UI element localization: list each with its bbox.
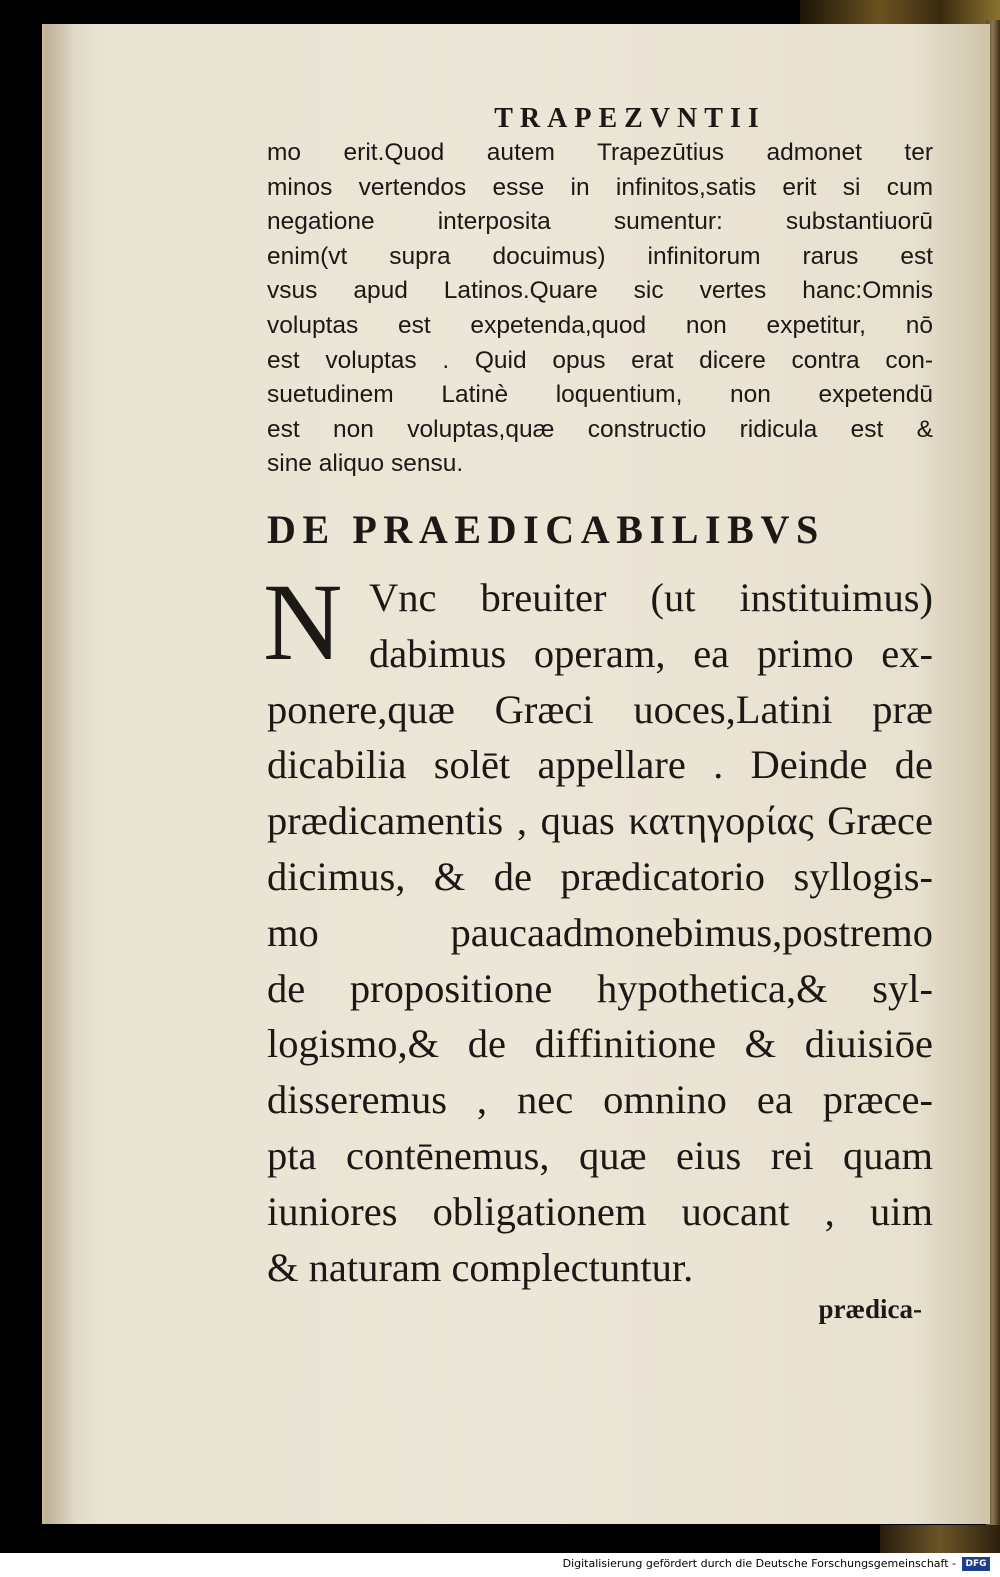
catchword: prædica- <box>818 1294 922 1324</box>
text-line: ponere,quæ Græci uoces,Latini præ <box>267 686 933 732</box>
text-line: voluptas est expetenda,quod non expetitur, nō <box>267 311 933 339</box>
text-line: iuniores obligationem uocant , uim <box>267 1188 933 1234</box>
text-line: Vnc breuiter (ut instituimus) <box>369 574 933 620</box>
text-line: & naturam complectuntur. <box>267 1244 694 1290</box>
running-head: TRAPEZVNTII <box>494 103 766 134</box>
text-line: logismo,& de diffinitione & diuisiōe <box>267 1021 933 1067</box>
text-line: sine aliquo sensu. <box>267 450 464 478</box>
text-line: dicabilia solēt appellare . Deinde de <box>267 742 933 788</box>
footer-credit: Digitalisierung gefördert durch die Deutsche Forschungsgemeinschaft - <box>562 1557 956 1570</box>
text-block <box>263 102 933 1295</box>
text-line: vsus apud Latinos.Quare sic vertes hanc:Omnis <box>267 277 933 305</box>
text-line: est non voluptas,quæ constructio ridicula est & <box>267 415 933 443</box>
text-line: prædicamentis , quas κατηγορίας Græce <box>267 798 933 844</box>
text-line: de propositione hypothetica,& syl- <box>267 965 933 1011</box>
footer-bar <box>0 1553 1000 1577</box>
upper-paragraph <box>267 136 933 482</box>
section-title: DE PRAEDICABILIBVS <box>267 506 825 552</box>
text-line: enim(vt supra docuimus) infinitorum rarus est <box>267 242 933 270</box>
text-line: dabimus operam, ea primo ex- <box>369 630 933 676</box>
main-paragraph-lines <box>267 570 933 1295</box>
dfg-logo-icon: DFG <box>962 1557 990 1571</box>
text-line: est voluptas . Quid opus erat dicere contra con- <box>267 346 933 374</box>
text-line: negatione interposita sumentur: substantiuorū <box>267 208 933 236</box>
text-line: disseremus , nec omnino ea præce- <box>267 1077 933 1123</box>
text-line: dicimus, & de prædicatorio syllogis- <box>267 853 933 899</box>
text-line: mo erit.Quod autem Trapezūtius admonet ter <box>267 139 933 166</box>
book-page <box>42 24 990 1524</box>
text-line: mo paucaadmonebimus,postremo <box>267 909 933 955</box>
gutter-shadow <box>45 24 75 1524</box>
main-paragraph <box>263 560 933 1295</box>
drop-cap: N <box>263 560 343 683</box>
text-line: pta contēnemus, quæ eius rei quam <box>267 1132 933 1178</box>
book-edge-bottom <box>880 1525 1000 1553</box>
text-line: suetudinem Latinè loquentium, non expetendū <box>267 381 933 409</box>
text-line: minos vertendos esse in infinitos,satis erit si cum <box>267 173 933 201</box>
